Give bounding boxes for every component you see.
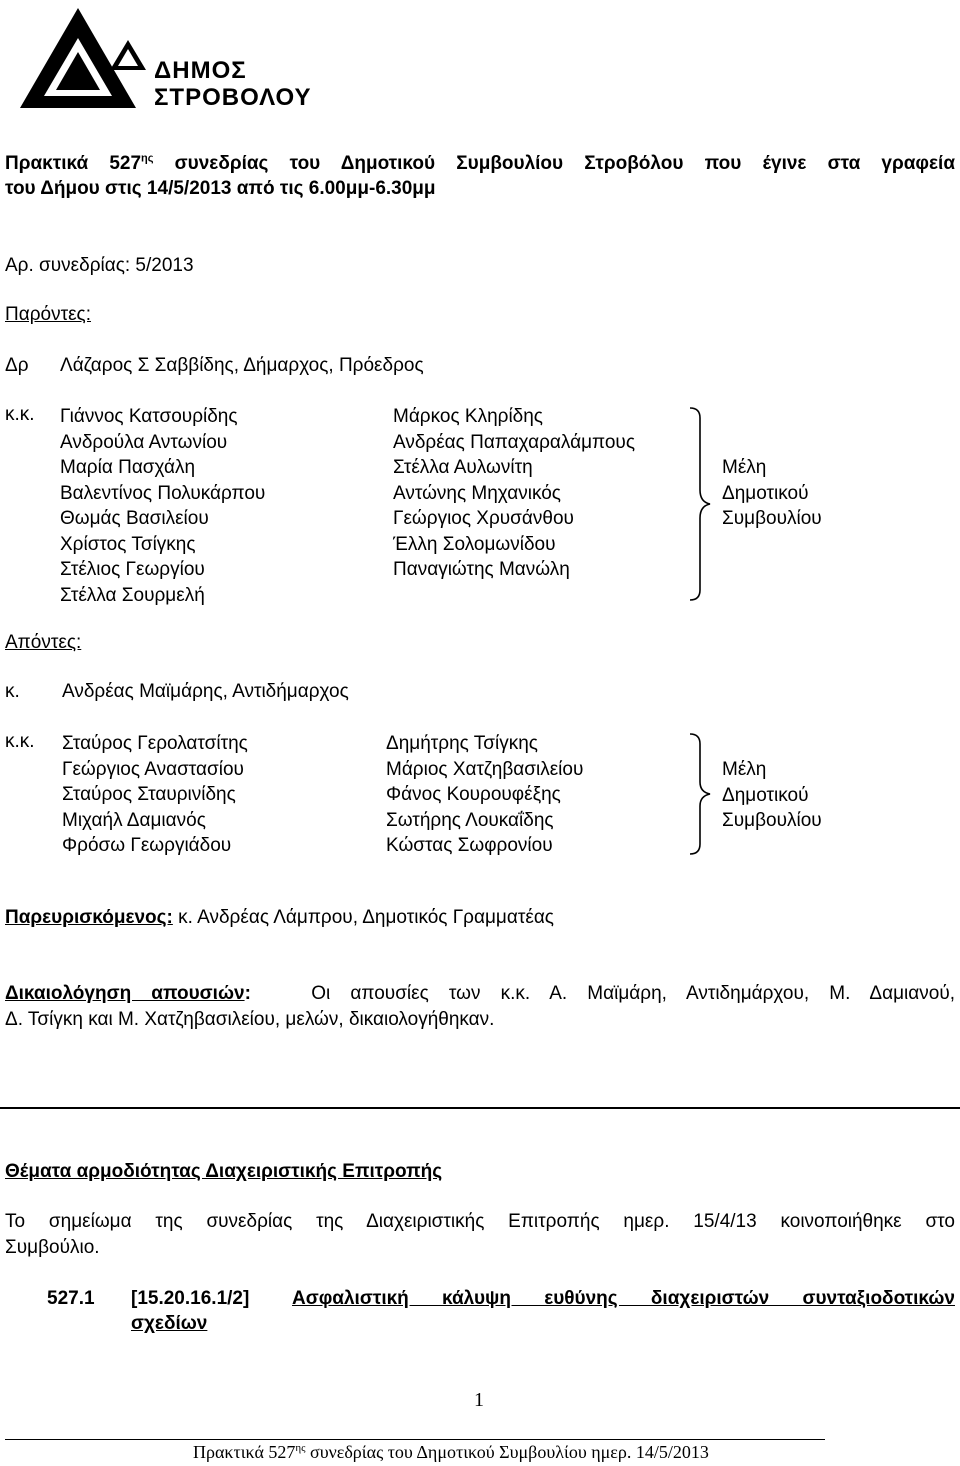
session-number: Αρ. συνεδρίας: 5/2013 bbox=[5, 255, 194, 276]
list-item: Γεώργιος Χρυσάνθου bbox=[393, 508, 574, 529]
section-paragraph-line1: Το σημείωμα της συνεδρίας της Διαχειριστικής Επιτροπής ημερ. 15/4/13 κοινοποιήθηκε στο bbox=[5, 1211, 955, 1232]
divider bbox=[0, 1107, 960, 1109]
present-role: Μέλη Δημοτικού Συμβουλίου bbox=[722, 457, 822, 529]
list-item: Παναγιώτης Μανώλη bbox=[393, 559, 570, 580]
list-item: Στέλιος Γεωργίου bbox=[60, 559, 205, 580]
list-item: Φάνος Κουρουφέξης bbox=[386, 784, 561, 805]
justification-text: Οι απουσίες των κ.κ. Α. Μαϊμάρη, Αντιδημάρχου, Μ. Δαμιανού, bbox=[311, 983, 956, 1004]
minutes-title-line2: του Δήμου στις 14/5/2013 από τις 6.00μμ-6.30μμ bbox=[5, 178, 436, 199]
list-item: Φρόσω Γεωργιάδου bbox=[62, 835, 232, 856]
present-prefix: κ.κ. bbox=[5, 404, 35, 425]
absent-column-1 bbox=[62, 731, 248, 859]
list-item: Στέλλα Αυλωνίτη bbox=[393, 457, 533, 478]
list-item: Βαλεντίνος Πολυκάρπου bbox=[60, 482, 266, 504]
present-column-2 bbox=[393, 404, 635, 583]
absent-role: Μέλη Δημοτικού Συμβουλίου bbox=[722, 759, 822, 831]
attending-text: κ. Ανδρέας Λάμπρου, Δημοτικός Γραμματέας bbox=[172, 907, 554, 928]
municipality-logo bbox=[14, 0, 324, 110]
list-item: Ανδρούλα Αντωνίου bbox=[60, 431, 228, 453]
chair-name: Λάζαρος Σ Σαββίδης, Δήμαρχος, Πρόεδρος bbox=[60, 355, 424, 376]
minutes-title-line1: Πρακτικά $527^{\eta\varsigma}$ συνεδρίας του Δημοτικού Συμβουλίου Στροβόλου που έγινε στα γραφεία bbox=[5, 152, 955, 174]
list-item: Μιχαήλ Δαμιανός bbox=[62, 809, 206, 831]
list-item: Μάρκος Κληρίδης bbox=[393, 406, 543, 427]
list-item: Δημήτρης Τσίγκης bbox=[386, 733, 538, 754]
section-heading: Θέματα αρμοδιότητας Διαχειριστικής Επιτροπής bbox=[5, 1161, 443, 1182]
item-reference: [15.20.16.1/2] bbox=[131, 1288, 250, 1309]
list-item: Σταύρος Σταυρινίδης bbox=[62, 784, 236, 805]
present-column-1 bbox=[60, 404, 265, 608]
attending-label: Παρευρισκόμενος: bbox=[5, 907, 173, 928]
list-item: Γιάννος Κατσουρίδης bbox=[60, 406, 238, 427]
deputy-name: Ανδρέας Μαϊμάρης, Αντιδήμαρχος bbox=[62, 681, 349, 702]
item-title-line1: Ασφαλιστική κάλυψη ευθύνης διαχειριστών συνταξιοδοτικών bbox=[292, 1288, 955, 1309]
list-item: Χρίστος Τσίγκης bbox=[60, 533, 196, 555]
item-number: 527.1 bbox=[47, 1288, 95, 1309]
logo-text-line2: ΣΤΡΟΒΟΛΟΥ bbox=[154, 84, 312, 111]
justification-line2: Δ. Τσίγκη και Μ. Χατζηβασιλείου, μελών, δικαιολογήθηκαν. bbox=[5, 1009, 495, 1030]
deputy-prefix: κ. bbox=[5, 681, 20, 702]
list-item: Έλλη Σολομωνίδου bbox=[393, 533, 556, 555]
page-number: 1 bbox=[474, 1389, 484, 1411]
absent-prefix: κ.κ. bbox=[5, 731, 35, 752]
list-item: Θωμάς Βασιλείου bbox=[60, 508, 209, 529]
item-title-line2: σχεδίων bbox=[131, 1313, 208, 1334]
footer-rule bbox=[5, 1439, 825, 1440]
list-item: Ανδρέας Παπαχαραλάμπους bbox=[393, 431, 635, 453]
chair-prefix: Δρ bbox=[5, 355, 29, 376]
list-item: Στέλλα Σουρμελή bbox=[60, 584, 205, 606]
list-item: Μάριος Χατζηβασιλείου bbox=[386, 758, 584, 780]
justification-label: Δικαιολόγηση απουσιών bbox=[5, 983, 245, 1004]
list-item: Σωτήρης Λουκαΐδης bbox=[386, 809, 554, 831]
list-item: Γεώργιος Αναστασίου bbox=[62, 758, 244, 780]
brace-icon bbox=[688, 406, 718, 602]
attending-line bbox=[5, 907, 554, 929]
present-heading: Παρόντες: bbox=[5, 304, 91, 325]
section-paragraph-line2: Συμβούλιο. bbox=[5, 1237, 100, 1258]
absent-heading: Απόντες: bbox=[5, 632, 82, 653]
footer-text: Πρακτικά $527^{\eta\varsigma}$ συνεδρίας του Δημοτικού Συμβουλίου ημερ. 14/5/2013 bbox=[193, 1442, 709, 1462]
list-item: Μαρία Πασχάλη bbox=[60, 457, 196, 478]
brace-icon bbox=[688, 732, 718, 856]
list-item: Αντώνης Μηχανικός bbox=[393, 482, 561, 504]
justification-line1: Δικαιολόγηση απουσιών: Οι απουσίες των κ.κ. Α. Μαϊμάρη, Αντιδημάρχου, Μ. Δαμιανού, bbox=[5, 983, 956, 1004]
absent-column-2 bbox=[386, 731, 583, 859]
list-item: Κώστας Σωφρονίου bbox=[386, 835, 553, 856]
list-item: Σταύρος Γερολατσίτης bbox=[62, 733, 248, 754]
logo-text-line1: ΔΗΜΟΣ bbox=[154, 57, 247, 84]
